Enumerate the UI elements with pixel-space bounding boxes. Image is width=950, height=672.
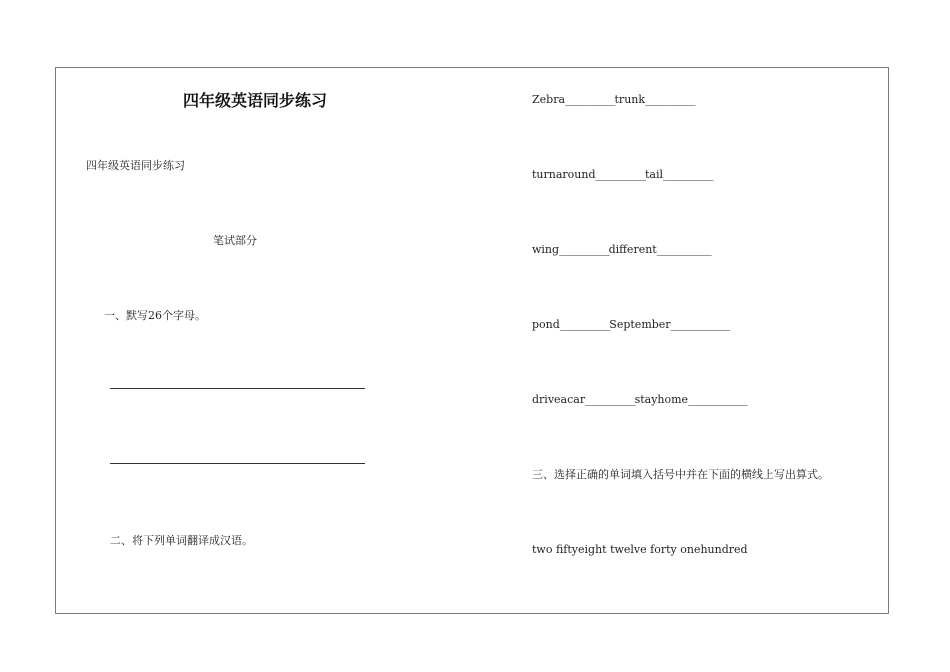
blank: ___________ [663, 168, 713, 181]
blank: ____________ [656, 243, 711, 256]
vocab-word: trunk [614, 93, 646, 106]
vocab-word: wing [532, 243, 560, 256]
worksheet-subtitle: 四年级英语同步练习 [86, 159, 185, 172]
vocab-word: pond [532, 318, 560, 331]
answer-line-1 [110, 388, 365, 389]
vocab-word: different [608, 243, 657, 256]
question-1: 一、默写26个字母。 [104, 309, 206, 322]
vocab-word: tail [645, 168, 664, 181]
blank: ___________ [565, 93, 615, 106]
vocab-word: turnaround [532, 168, 596, 181]
vocab-row [532, 318, 729, 332]
worksheet-frame [55, 67, 889, 614]
vocab-row [532, 168, 713, 182]
vocab-row [532, 243, 711, 257]
blank: ___________ [585, 393, 635, 406]
vocab-row [532, 393, 747, 407]
vocab-row [532, 93, 695, 107]
question-3: 三、选择正确的单词填入括号中并在下面的横线上写出算式。 [532, 468, 829, 481]
question-2: 二、将下列单词翻译成汉语。 [110, 534, 253, 547]
worksheet-title: 四年级英语同步练习 [183, 91, 328, 110]
vocab-word: September [609, 318, 671, 331]
blank: ___________ [559, 243, 609, 256]
word-bank: two fiftyeight twelve forty onehundred [532, 543, 748, 556]
blank: _____________ [688, 393, 747, 406]
vocab-word: Zebra [532, 93, 566, 106]
answer-line-2 [110, 463, 365, 464]
section-heading: 笔试部分 [213, 234, 257, 247]
blank: _____________ [670, 318, 730, 331]
vocab-word: stayhome [634, 393, 689, 406]
blank: ___________ [595, 168, 645, 181]
blank: ___________ [645, 93, 695, 106]
vocab-word: driveacar [532, 393, 586, 406]
blank: ___________ [559, 318, 610, 331]
